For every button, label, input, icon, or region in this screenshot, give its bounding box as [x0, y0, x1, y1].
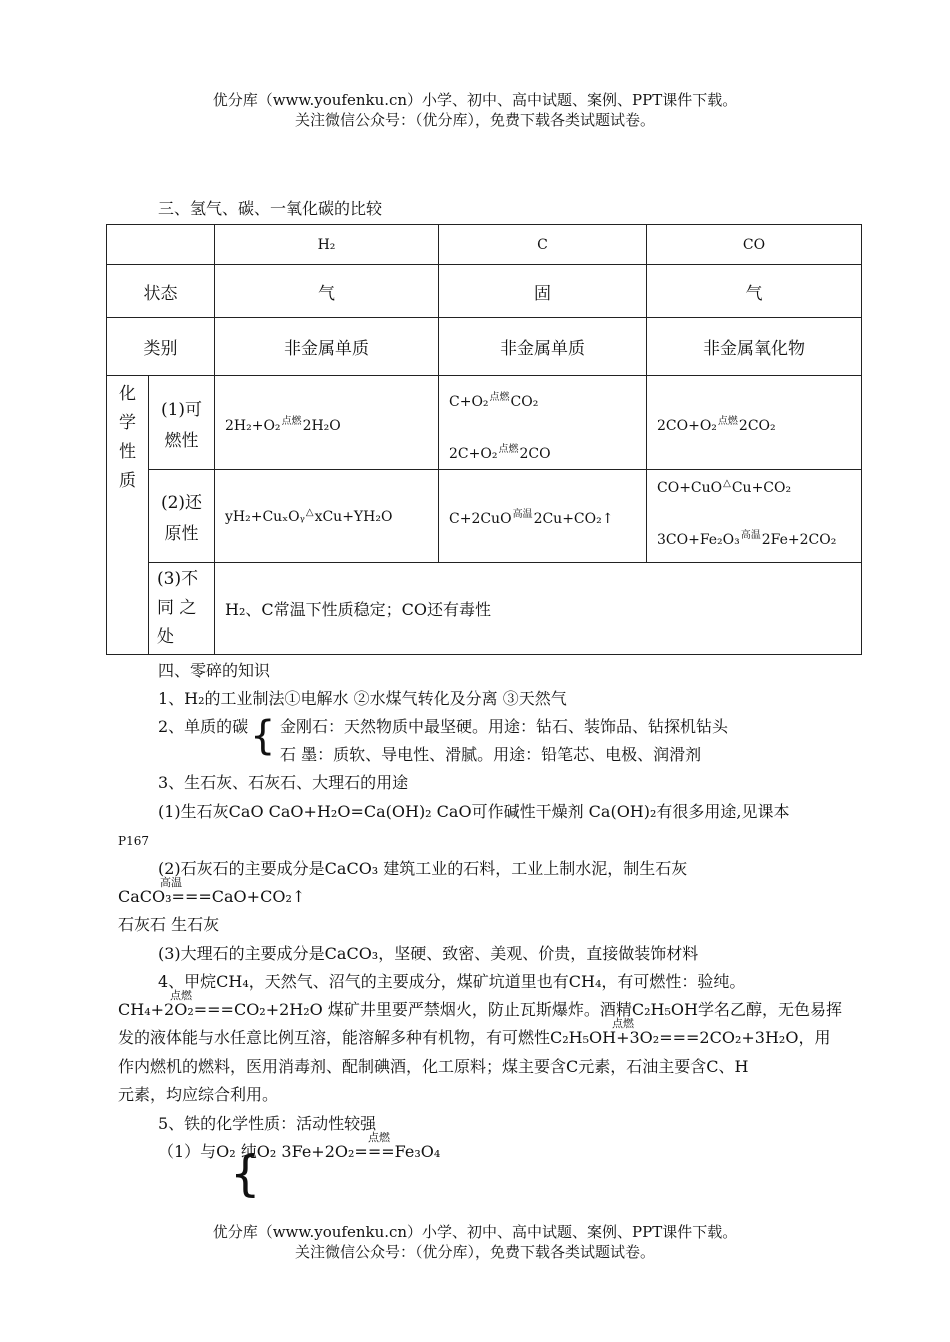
item-4-condition-2: 点燃: [612, 1017, 634, 1030]
label-diff-b: 同 之: [157, 598, 197, 618]
item-3: 3、生石灰、石灰石、大理石的用途: [158, 773, 409, 792]
item-4-line-5: 元素，均应综合利用。: [118, 1085, 279, 1104]
header-line-2: 关注微信公众号：（优分库），免费下载各类试题试卷。: [294, 111, 655, 129]
item-3-1-page: P167: [118, 834, 149, 848]
category-c: 非金属单质: [439, 318, 647, 376]
corner-cell: [107, 225, 215, 265]
item-2-head: 2、单质的碳: [158, 717, 249, 736]
reduce-h2-cond: △: [305, 507, 314, 518]
combust-c: [439, 376, 647, 470]
reduce-co-eq2-cond: 高温: [740, 530, 761, 541]
item-5: 5、铁的化学性质：活动性较强: [158, 1114, 377, 1133]
item-3-2-names: 石灰石 生石灰: [118, 915, 220, 934]
chem-label-char-4: 质: [119, 471, 136, 491]
reduce-co-eq1-cond: △: [723, 478, 731, 489]
row-difference: [107, 563, 862, 655]
reduce-h2-left: yH₂+CuₓOᵧ: [225, 509, 305, 525]
label-reducibility: [149, 470, 215, 563]
category-co: 非金属氧化物: [647, 318, 862, 376]
footer-line-1: 优分库（www.youfenku.cn）小学、初中、高中试题、案例、PPT课件下载。: [212, 1223, 738, 1241]
brace-icon-2: {: [230, 1146, 261, 1202]
item-4-line-2: CH₄+2O₂===CO₂+2H₂O 煤矿井里要严禁烟火，防止瓦斯爆炸。酒精C₂H₅OH学名乙醇，无色易挥: [118, 1000, 842, 1019]
combust-h2: [215, 376, 439, 470]
combust-c-eq2-left: 2C+O₂: [449, 446, 498, 462]
reduce-co-eq2-right: 2Fe+2CO₂: [761, 532, 837, 548]
combust-co-left: 2CO+O₂: [657, 417, 717, 434]
item-4-line-4: 作内燃机的燃料，医用消毒剂、配制碘酒，化工原料；煤主要含C元素，石油主要含C、H: [118, 1057, 749, 1076]
difference-text: H₂、C常温下性质稳定；CO还有毒性: [215, 563, 862, 655]
reduce-c-left: C+2CuO: [449, 511, 512, 527]
col-header-co: CO: [647, 225, 862, 265]
table-header-row: [107, 225, 862, 265]
label-difference: [149, 563, 215, 655]
row-label-state: 状态: [107, 265, 215, 318]
row-reducibility: [107, 470, 862, 563]
combust-c-eq1-left: C+O₂: [449, 394, 489, 410]
combust-co-cond: 点燃: [717, 415, 738, 427]
combust-c-eq2-cond: 点燃: [498, 444, 519, 455]
item-3-2: (2)石灰石的主要成分是CaCO₃ 建筑工业的石料，工业上制水泥，制生石灰: [158, 859, 688, 878]
combust-c-eq1-cond: 点燃: [489, 392, 510, 403]
item-3-3: (3)大理石的主要成分是CaCO₃，坚硬、致密、美观、价贵，直接做装饰材料: [158, 944, 699, 963]
combust-c-eq2-right: 2CO: [519, 446, 551, 462]
state-h2: 气: [215, 265, 439, 318]
row-category: [107, 318, 862, 376]
footer-line-2: 关注微信公众号：（优分库），免费下载各类试题试卷。: [294, 1243, 655, 1261]
row-combustibility: [107, 376, 862, 470]
section-4-title: 四、零碎的知识: [158, 661, 271, 680]
item-4-line-3: 发的液体能与水任意比例互溶，能溶解多种有机物，有可燃性C₂H₅OH+3O₂===2CO₂+3H₂O，用: [118, 1028, 831, 1047]
col-header-h2: H₂: [215, 225, 439, 265]
col-header-c: C: [439, 225, 647, 265]
item-5-1: （1）与O₂ 纯O₂ 3Fe+2O₂===Fe₃O₄: [158, 1142, 441, 1161]
row-label-category: 类别: [107, 318, 215, 376]
item-5-condition: 点燃: [368, 1131, 390, 1144]
brace-icon: {: [250, 713, 276, 759]
comparison-table: [106, 224, 862, 655]
reduce-c-cond: 高温: [512, 509, 533, 520]
label-reduce-a: (2)还: [160, 493, 203, 513]
chem-label-char-1: 化: [119, 384, 136, 404]
item-3-2-condition: 高温: [160, 876, 182, 889]
item-2-diamond: 金刚石：天然物质中最坚硬。用途：钻石、装饰品、钻探机钻头: [280, 717, 729, 736]
state-co: 气: [647, 265, 862, 318]
label-reduce-b: 原性: [164, 524, 199, 544]
reduce-c: [439, 470, 647, 563]
label-combust-b: 燃性: [164, 430, 199, 451]
label-combustibility: [149, 376, 215, 470]
combust-h2-left: 2H₂+O₂: [225, 417, 281, 434]
section-3-title: 三、氢气、碳、一氧化碳的比较: [158, 199, 383, 218]
item-4-condition-1: 点燃: [170, 989, 192, 1002]
combust-co-right: 2CO₂: [738, 417, 776, 434]
combust-h2-cond: 点燃: [281, 415, 302, 427]
reduce-c-right: 2Cu+CO₂↑: [533, 511, 614, 527]
item-3-2-equation: CaCO₃===CaO+CO₂↑: [118, 887, 306, 906]
reduce-co-eq1-left: CO+CuO: [657, 480, 723, 496]
item-2-graphite: 石 墨：质软、导电性、滑腻。用途：铅笔芯、电极、润滑剂: [280, 745, 702, 764]
header-line-1: 优分库（www.youfenku.cn）小学、初中、高中试题、案例、PPT课件下载。: [212, 91, 738, 109]
combust-h2-right: 2H₂O: [302, 417, 341, 434]
item-3-1: (1)生石灰CaO CaO+H₂O=Ca(OH)₂ CaO可作碱性干燥剂 Ca(OH)₂有很多用途,见课本: [158, 802, 790, 821]
label-diff-c: 处: [157, 627, 174, 647]
label-combust-a: (1)可: [160, 399, 203, 420]
reduce-co-eq2-left: 3CO+Fe₂O₃: [657, 532, 740, 548]
item-1: 1、H₂的工业制法①电解水 ②水煤气转化及分离 ③天然气: [158, 689, 567, 708]
row-state: [107, 265, 862, 318]
reduce-co: [647, 470, 862, 563]
combust-co: [647, 376, 862, 470]
chem-label-char-3: 性: [119, 442, 136, 462]
chem-label-char-2: 学: [119, 413, 136, 433]
reduce-h2: [215, 470, 439, 563]
combust-c-eq1-right: CO₂: [510, 394, 539, 410]
category-h2: 非金属单质: [215, 318, 439, 376]
chem-properties-label: [107, 376, 149, 655]
reduce-h2-right: xCu+YH₂O: [314, 509, 393, 525]
state-c: 固: [439, 265, 647, 318]
item-4-line-1: 4、甲烷CH₄，天然气、沼气的主要成分，煤矿坑道里也有CH₄，有可燃性：验纯。: [158, 972, 746, 991]
reduce-co-eq1-right: Cu+CO₂: [731, 480, 792, 496]
label-diff-a: (3)不: [157, 569, 199, 589]
